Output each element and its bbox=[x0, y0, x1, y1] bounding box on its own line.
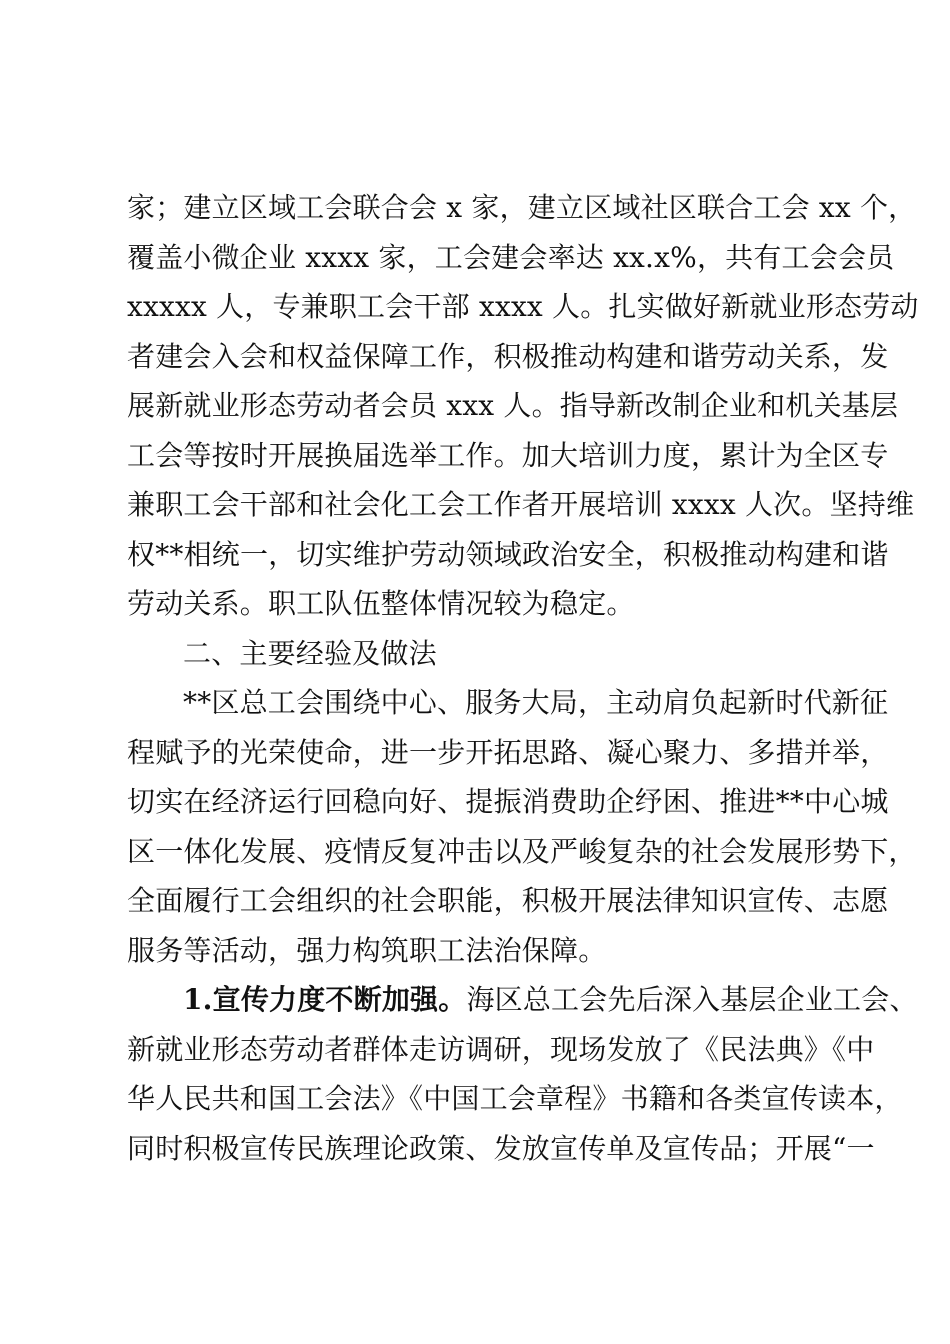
paragraph-line: 展新就业形态劳动者会员 xxx 人。指导新改制企业和机关基层 bbox=[127, 389, 899, 422]
paragraph-text: 海区总工会先后深入基层企业工会、 bbox=[466, 983, 918, 1016]
paragraph-line: 服务等活动，强力构筑职工法治保障。 bbox=[127, 933, 607, 967]
paragraph-line: 程赋予的光荣使命，进一步开拓思路、凝心聚力、多措并举， bbox=[127, 735, 889, 769]
paragraph-line: 全面履行工会组织的社会职能，积极开展法律知识宣传、志愿 bbox=[127, 884, 889, 917]
paragraph-line: 者建会入会和权益保障工作，积极推动构建和谐劳动关系，发 bbox=[127, 339, 889, 373]
paragraph-line: 区一体化发展、疫情反复冲击以及严峻复杂的社会发展形势下， bbox=[127, 834, 917, 868]
paragraph-line bbox=[127, 975, 918, 1025]
subheading-bold: 1.宣传力度不断加强。 bbox=[183, 983, 467, 1016]
paragraph-line: 劳动关系。职工队伍整体情况较为稳定。 bbox=[127, 587, 635, 620]
section-heading: 二、主要经验及做法 bbox=[183, 636, 437, 670]
paragraph-line: 权**相统一，切实维护劳动领域政治安全，积极推动构建和谐 bbox=[127, 537, 889, 571]
paragraph-line: 切实在经济运行回稳向好、提振消费助企纾困、推进**中心城 bbox=[127, 785, 889, 818]
paragraph-line: 同时积极宣传民族理论政策、发放宣传单及宣传品；开展“一 bbox=[127, 1131, 875, 1165]
paragraph-line: 覆盖小微企业 xxxx 家，工会建会率达 xx.x%，共有工会会员 bbox=[127, 240, 895, 274]
paragraph-line: 兼职工会干部和社会化工会工作者开展培训 xxxx 人次。坚持维 bbox=[127, 488, 915, 521]
paragraph-line: 工会等按时开展换届选举工作。加大培训力度，累计为全区专 bbox=[127, 438, 889, 472]
paragraph-line: 华人民共和国工会法》《中国工会章程》书籍和各类宣传读本， bbox=[127, 1082, 903, 1115]
paragraph-line: 家；建立区域工会联合会 x 家，建立区域社区联合工会 xx 个， bbox=[127, 191, 917, 224]
document-body bbox=[127, 183, 919, 1173]
paragraph-line: xxxxx 人，专兼职工会干部 xxxx 人。扎实做好新就业形态劳动 bbox=[127, 290, 919, 323]
paragraph-line: 新就业形态劳动者群体走访调研，现场发放了《民法典》《中 bbox=[127, 1032, 875, 1066]
paragraph-line: **区总工会围绕中心、服务大局，主动肩负起新时代新征 bbox=[183, 686, 889, 719]
